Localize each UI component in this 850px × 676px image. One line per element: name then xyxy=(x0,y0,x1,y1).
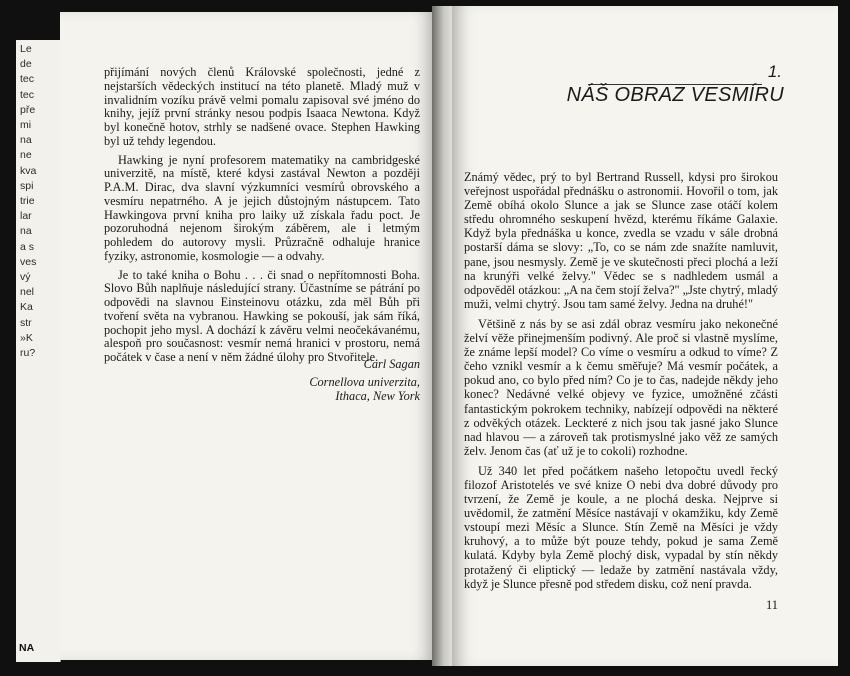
flap-line: na xyxy=(20,225,32,238)
flap-line: mi xyxy=(20,119,32,132)
flap-line: str xyxy=(20,316,32,329)
flap-line: pře xyxy=(20,103,36,116)
flap-line: ne xyxy=(20,149,32,162)
flap-line: »K xyxy=(20,331,33,344)
flap-line: spi xyxy=(20,179,34,192)
flap-bottom-label: NA xyxy=(19,642,35,654)
flap-line: tec xyxy=(20,73,35,86)
flap-line: trie xyxy=(20,195,35,208)
page-number: 11 xyxy=(765,598,778,612)
flap-line: tec xyxy=(20,88,35,101)
flap-line: ru? xyxy=(20,347,36,360)
flap-line: a s xyxy=(20,240,35,253)
flap-line: de xyxy=(20,58,32,71)
flap-line: Le xyxy=(20,43,32,55)
signature-block xyxy=(260,357,420,403)
flap-line: vý xyxy=(20,271,31,284)
flap-line: nel xyxy=(20,286,35,299)
chapter-text xyxy=(464,170,778,597)
foreword-text xyxy=(104,66,420,370)
chapter-number: 1. xyxy=(767,62,782,81)
flap-line: ves xyxy=(20,255,37,268)
signature-location: Ithaca, New York xyxy=(335,389,420,403)
left-page xyxy=(60,12,434,660)
paragraph: Už 340 let před počátkem našeho letopočtu uvedl řecký filozof Aristotelés ve své knize O nebi dva dobré důvody pro tvrzení, že Země je koule, a ne plochá deska. Nejprve si uvědomil, že zatmění Měsíce nastávají v okamžiku, kdy Země vstoupí mezi Měsíc a Slunce. Stín Země na Měsíci je vždy kruhový, a to může být pouze tehdy, pokud je sama Země kulatá. Kdyby byla Země plochý disk, vypadal by stín někdy protažený či eliptický — ledaže by zatmění nastávala vždy, když je Slunce přesně pod středem disku, což není pravda. xyxy=(464,463,778,591)
signature-name: Carl Sagan xyxy=(363,357,420,371)
paragraph: Hawking je nyní profesorem matematiky na cambridgeské univerzitě, na místě, které kdysi zastával Newton a později P.A.M. Dirac, dva slavní výzkumníci vesmírů obrovského a vesmíru nepatrného. A je jejich důstojným nástupcem. Tato Hawkingova první kniha pro laiky už získala řadu poct. Je pozoruhodná nejenom širokým záběrem, ale i letmým pohledem do autorovy mysli. Průzračně odhaluje hranice fyziky, astronomie, kosmologie — a odvahy. xyxy=(104,152,420,263)
flap-line: Ka xyxy=(20,301,33,314)
paragraph: Většině z nás by se asi zdál obraz vesmíru jako nekonečné želví věže přinejmenším podivný. Ale proč si vlastně myslíme, že známe lepší model? Co víme o vesmíru a odkud to víme? Z čeho vznikl vesmír a k čemu směřuje? Má vesmír počátek, a pokud ano, co bylo před ním? Co je to čas, nadejde někdy jeho konec? Nedávné velké objevy ve fyzice, umožněné zčásti fantastickým pokrokem techniky, nabízejí odpovědi na některé z odvěkých otázek. Leckteré z nich jsou tak jasné jako Slunce nad hlavou — a zároveň tak protismyslné jako věž ze samých želv. Jenom čas (ať už je to cokoli) rozhodne. xyxy=(464,316,778,458)
paragraph: přijímání nových členů Královské společnosti, jedné z nejstarších vědeckých institucí na této planetě. Mladý muž v invalidním vozíku právě velmi pomalu zapisoval své jméno do knihy, jejíž první stránky nesou podpis Isaaca Newtona. Když byl konečně hotov, strhly se nadšené ovace. Stephen Hawking byl už tehdy legendou. xyxy=(104,65,420,148)
right-page xyxy=(452,6,838,666)
paragraph: Známý vědec, prý to byl Bertrand Russell, kdysi pro širokou veřejnost uspořádal přednášku o astronomii. Hovořil o tom, jak Země obíhá okolo Slunce a jak se Slunce zase otáčí kolem středu ohromného seskupení hvězd, kterému říkáme Galaxie. Když byla přednáška u konce, zvedla se vzadu v sále drobná postarší dáma se slovy: „To, co se nám zde snažíte namluvit, pane, jsou nesmysly. Země je ve skutečnosti přeci plochá a leží na krunýři velké želvy." Vědec se s nadhledem usmál a odpověděl otázkou: „A na čem stojí želva?" „Jste chytrý, mladý muži, velmi chytrý. Jsou tam samé želvy. Jedna na druhé!" xyxy=(464,170,778,311)
dust-jacket-flap xyxy=(16,40,61,662)
signature-affiliation: Cornellova univerzita, xyxy=(309,375,420,389)
flap-line: lar xyxy=(20,210,32,223)
flap-text xyxy=(20,42,60,361)
flap-line: kva xyxy=(20,164,37,177)
paragraph: Je to také kniha o Bohu . . . či snad o nepřítomnosti Boha. Slovo Bůh naplňuje následující strany. Účastníme se pátrání po odpovědi na slavnou Einsteinovu otázku, zda měl Bůh při tvoření světa na vybranou. Hawking se pokouší, jak sám říká, pochopit jeho mysl. A dochází k závěru velmi neočekávanému, alespoň pro současnost: vesmír nemá hranici v prostoru, nemá počátek v čase a není v něm žádné úlohy pro Stvořitele. xyxy=(104,267,420,364)
chapter-title: NÁŠ OBRAZ VESMÍRU xyxy=(566,84,784,106)
flap-line: na xyxy=(20,134,32,147)
